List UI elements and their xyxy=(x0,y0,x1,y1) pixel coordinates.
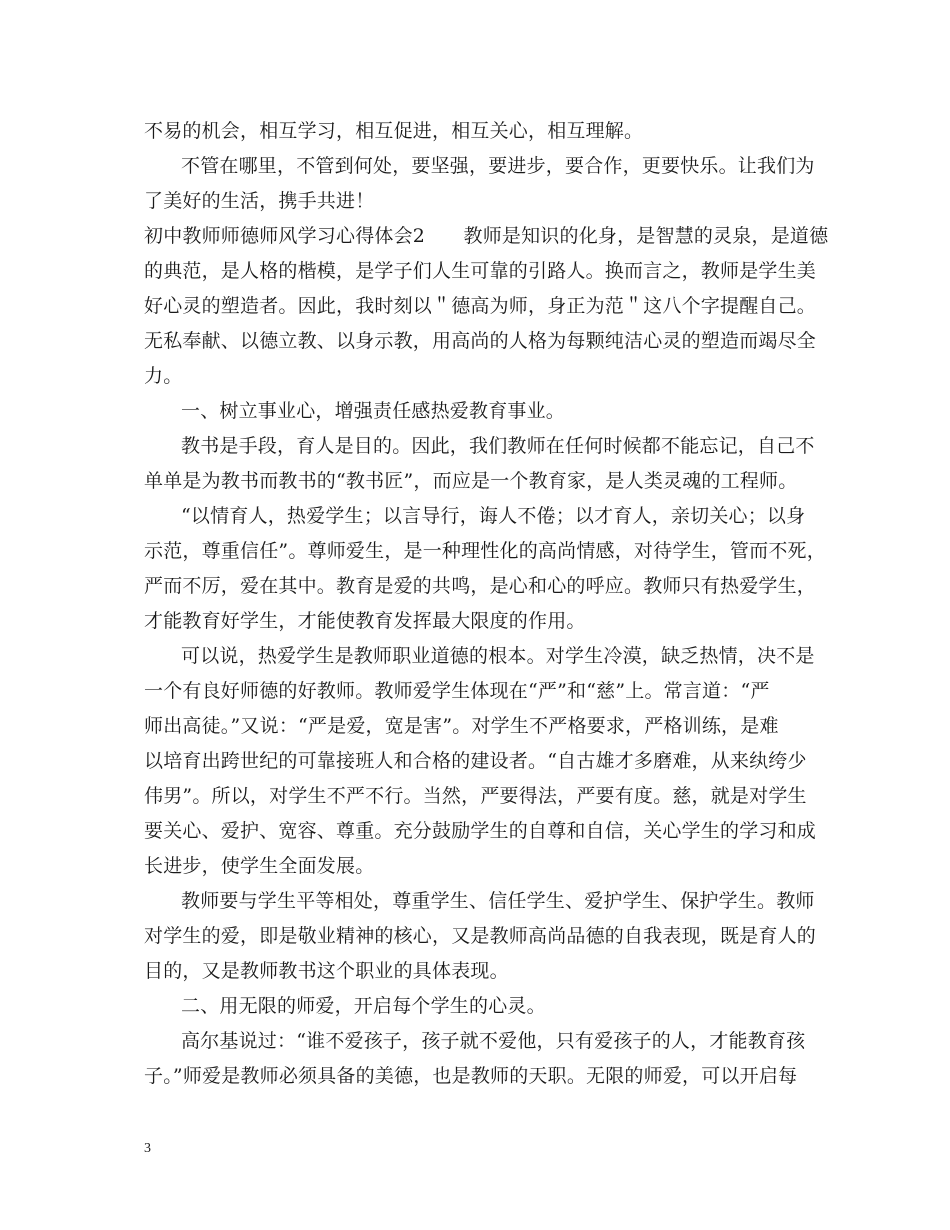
text-line: 教师要与学生平等相处，尊重学生、信任学生、爱护学生、保护学生。教师 xyxy=(181,890,815,912)
text-line: 长进步，使学生全面发展。 xyxy=(144,855,375,877)
text-line: 师出高徒。”又说：“严是爱，宽是害”。对学生不严格要求，严格训练，是难 xyxy=(144,715,779,737)
text-line: 不管在哪里，不管到何处，要坚强，要进步，要合作，更要快乐。让我们为 xyxy=(181,155,815,177)
text-line: 要关心、爱护、宽容、尊重。充分鼓励学生的自尊和自信，关心学生的学习和成 xyxy=(144,820,817,842)
text-line: 初中教师师德师风学习心得体会2 教师是知识的化身，是智慧的灵泉，是道德 xyxy=(144,225,829,247)
text-line: 好心灵的塑造者。因此，我时刻以＂德高为师，身正为范＂这八个字提醒自己。 xyxy=(144,295,817,317)
text-line: 的典范，是人格的楷模，是学子们人生可靠的引路人。换而言之，教师是学生美 xyxy=(144,260,817,282)
text-line: 可以说，热爱学生是教师职业道德的根本。对学生冷漠，缺乏热情，决不是 xyxy=(181,645,815,667)
text-line: 高尔基说过：“谁不爱孩子，孩子就不爱他，只有爱孩子的人，才能教育孩 xyxy=(181,1030,806,1052)
text-line: 教书是手段，育人是目的。因此，我们教师在任何时候都不能忘记，自己不 xyxy=(181,435,815,457)
page-number: 3 xyxy=(144,1141,151,1156)
text-line: 无私奉献、以德立教、以身示教，用高尚的人格为每颗纯洁心灵的塑造而竭尽全 xyxy=(144,330,817,352)
text-line: “以情育人，热爱学生；以言导行，诲人不倦；以才育人，亲切关心；以身 xyxy=(181,505,806,527)
text-line: 不易的机会，相互学习，相互促进，相互关心，相互理解。 xyxy=(144,120,644,142)
text-line: 单单是为教书而教书的“教书匠”，而应是一个教育家，是人类灵魂的工程师。 xyxy=(144,470,798,492)
text-line: 以培育出跨世纪的可靠接班人和合格的建设者。“自古雄才多磨难，从来纨绔少 xyxy=(144,750,807,772)
text-line: 目的，又是教师教书这个职业的具体表现。 xyxy=(144,960,509,982)
text-line: 严而不厉，爱在其中。教育是爱的共鸣，是心和心的呼应。教师只有热爱学生， xyxy=(144,575,817,597)
text-line: 力。 xyxy=(144,365,183,387)
text-line: 了美好的生活，携手共进！ xyxy=(144,190,375,212)
text-line: 一个有良好师德的好教师。教师爱学生体现在“严”和“慈”上。常言道：“严 xyxy=(144,680,770,702)
text-line: 才能教育好学生，才能使教育发挥最大限度的作用。 xyxy=(144,610,586,632)
text-line: 示范，尊重信任”。尊师爱生，是一种理性化的高尚情感，对待学生，管而不死， xyxy=(144,540,826,562)
section-heading: 二、用无限的师爱，开启每个学生的心灵。 xyxy=(181,995,546,1017)
text-line: 伟男”。所以，对学生不严不行。当然，严要得法，严要有度。慈，就是对学生 xyxy=(144,785,807,807)
text-line: 子。”师爱是教师必须具备的美德，也是教师的天职。无限的师爱，可以开启每 xyxy=(144,1065,798,1087)
text-line: 对学生的爱，即是敬业精神的核心，又是教师高尚品德的自我表现，既是育人的 xyxy=(144,925,817,947)
section-heading: 一、树立事业心，增强责任感热爱教育事业。 xyxy=(181,400,566,422)
